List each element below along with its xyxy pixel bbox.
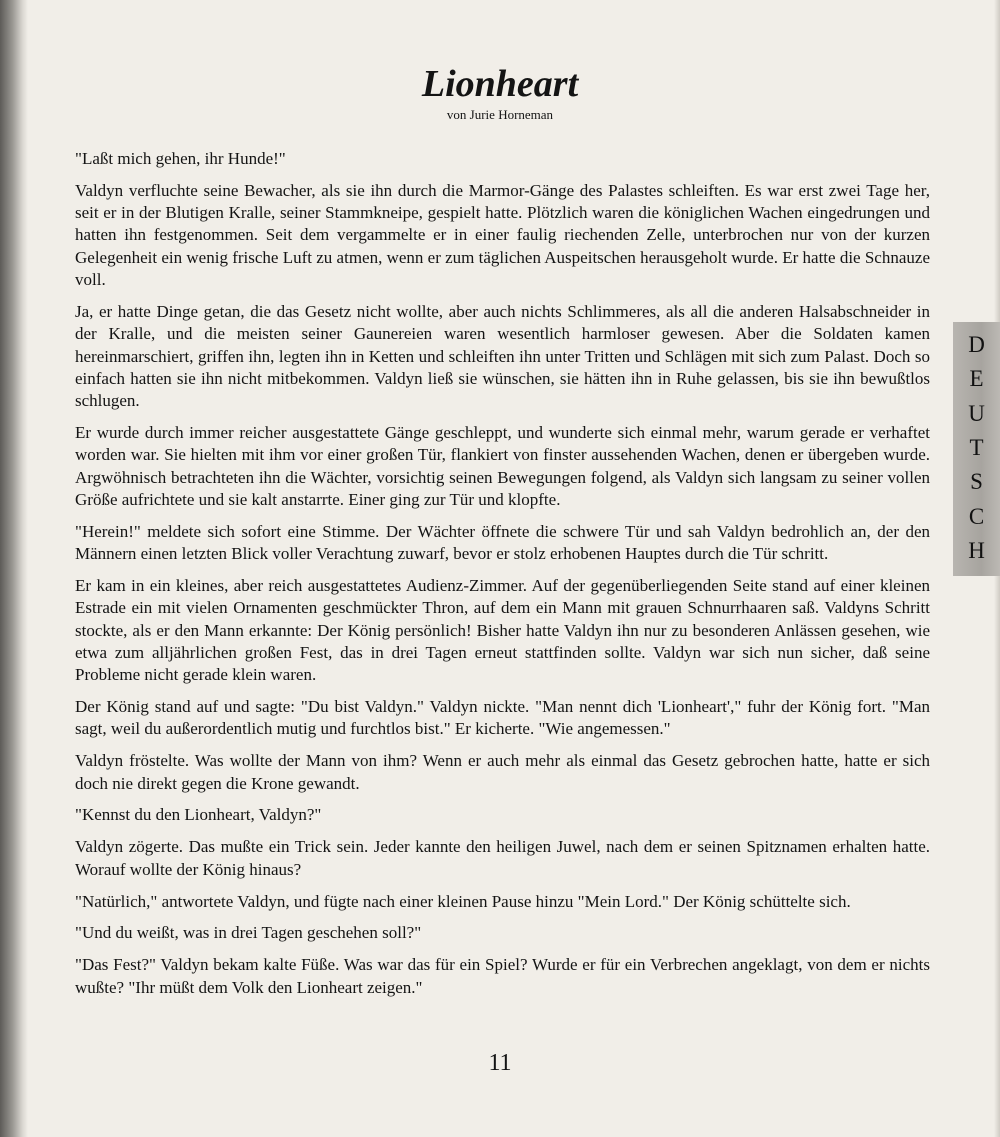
language-tab-letter: C xyxy=(968,503,985,529)
article-title: Lionheart xyxy=(421,63,579,105)
paragraph: Ja, er hatte Dinge getan, die das Gesetz nicht wollte, aber auch nichts Schlimmeres, als all die anderen Halsabschneider in der Kralle, und die meisten seiner Gaunereien waren wesentlich harmloser gewesen. Aber die Soldaten kamen hereinmarschiert, griffen ihn, legten ihn in Ketten und schleiften ihn unter Tritten und Schlägen mit sich zum Palast. Doch so einfach hatten sie ihn nicht mitbekommen. Valdyn ließ sie wünschen, sie hätten ihn in Ruhe gelassen, bis sie ihn bewußtlos schlugen. xyxy=(75,301,930,411)
paragraph: Valdyn fröstelte. Was wollte der Mann von ihm? Wenn er auch mehr als einmal das Gesetz gebrochen hatte, hatte er sich doch nie direkt gegen die Krone gewandt. xyxy=(75,751,930,793)
language-tab-letter: E xyxy=(969,366,984,392)
paragraph: Er kam in ein kleines, aber reich ausgestattetes Audienz-Zimmer. Auf der gegenüberliegenden Seite stand auf einer kleinen Estrade ein mit vielen Ornamenten geschmückter Thron, auf dem ein Mann mit grauen Schnurrhaaren saß. Valdyns Schritt stockte, als er den Mann erkannte: Der König persönlich! Bisher hatte Valdyn ihn nur zu besonderen Anlässen gesehen, wie etwa zum alljährlichen großen Fest, das in drei Tagen erneut stattfinden sollte. Valdyn war sich nun sicher, daß seine Probleme nicht gerade klein waren. xyxy=(75,576,930,685)
language-tab-letter: U xyxy=(968,400,985,426)
paragraph: "Natürlich," antwortete Valdyn, und fügte nach einer kleinen Pause hinzu "Mein Lord." Der König schüttelte sich. xyxy=(75,891,851,911)
paragraph: "Und du weißt, was in drei Tagen geschehen soll?" xyxy=(75,923,422,943)
paragraph: Der König stand auf und sagte: "Du bist Valdyn." Valdyn nickte. "Man nennt dich 'Lionheart'," fuhr der König fort. "Man sagt, weil du außerordentlich mutig und furchtlos bist." Er kicherte. "Wie angemessen." xyxy=(75,697,930,739)
paragraph: "Kennst du den Lionheart, Valdyn?" xyxy=(75,805,322,825)
language-tab-letter: T xyxy=(969,434,984,460)
language-tab-letter: H xyxy=(968,537,985,563)
paragraph: Er wurde durch immer reicher ausgestattete Gänge geschleppt, und wunderte sich einmal mehr, warum gerade er verhaftet worden war. Sie hielten mit ihm vor einer großen Tür, flankiert von finster aussehenden Wachen, denen er übergeben wurde. Argwöhnisch betrachteten ihn die Wächter, vorsichtig seinen Bewegungen folgend, als Valdyn sich langsam zu seiner vollen Größe aufrichtete und sie kalt anstarrte. Einer ging zur Tür und klopfte. xyxy=(75,423,930,509)
language-tab-letter: D xyxy=(968,332,985,357)
paragraph: Valdyn zögerte. Das mußte ein Trick sein. Jeder kannte den heiligen Juwel, nach dem er seinen Spitznamen erhalten hatte. Worauf wollte der König hinaus? xyxy=(75,837,930,879)
language-tab xyxy=(953,322,1000,576)
paragraph: Valdyn verfluchte seine Bewacher, als sie ihn durch die Marmor-Gänge des Palastes schleiften. Es war erst zwei Tage her, seit er in der Blutigen Kralle, seiner Stammkneipe, gespielt hatte. Plötzlich waren die königlichen Wachen eingedrungen und hatten ihn festgenommen. Seit dem vergammelte er in einer faulig riechenden Zelle, unterbrochen nur von der kurzen Gelegenheit ein wenig frische Luft zu atmen, wenn er zum täglichen Auspeitschen herausgeholt wurde. Er hatte die Schnauze voll. xyxy=(75,180,930,290)
paragraph: "Herein!" meldete sich sofort eine Stimme. Der Wächter öffnete die schwere Tür und sah Valdyn bedrohlich an, der den Männern einen letzten Blick voller Verachtung zuwarf, bevor er stolz erhobenen Hauptes durch die Tür schritt. xyxy=(75,521,930,564)
article-body xyxy=(75,148,930,1009)
article-author: von Jurie Horneman xyxy=(446,107,554,122)
book-spine-shadow xyxy=(0,0,28,1137)
article-header xyxy=(0,62,1000,123)
paragraph: "Das Fest?" Valdyn bekam kalte Füße. Was war das für ein Spiel? Wurde er für ein Verbrechen angeklagt, von dem er nichts wußte? "Ihr müßt dem Volk den Lionheart zeigen." xyxy=(75,955,930,997)
language-tab-letter: S xyxy=(970,469,983,495)
paragraph: "Laßt mich gehen, ihr Hunde!" xyxy=(75,149,286,168)
page-number: 11 xyxy=(488,1050,512,1076)
